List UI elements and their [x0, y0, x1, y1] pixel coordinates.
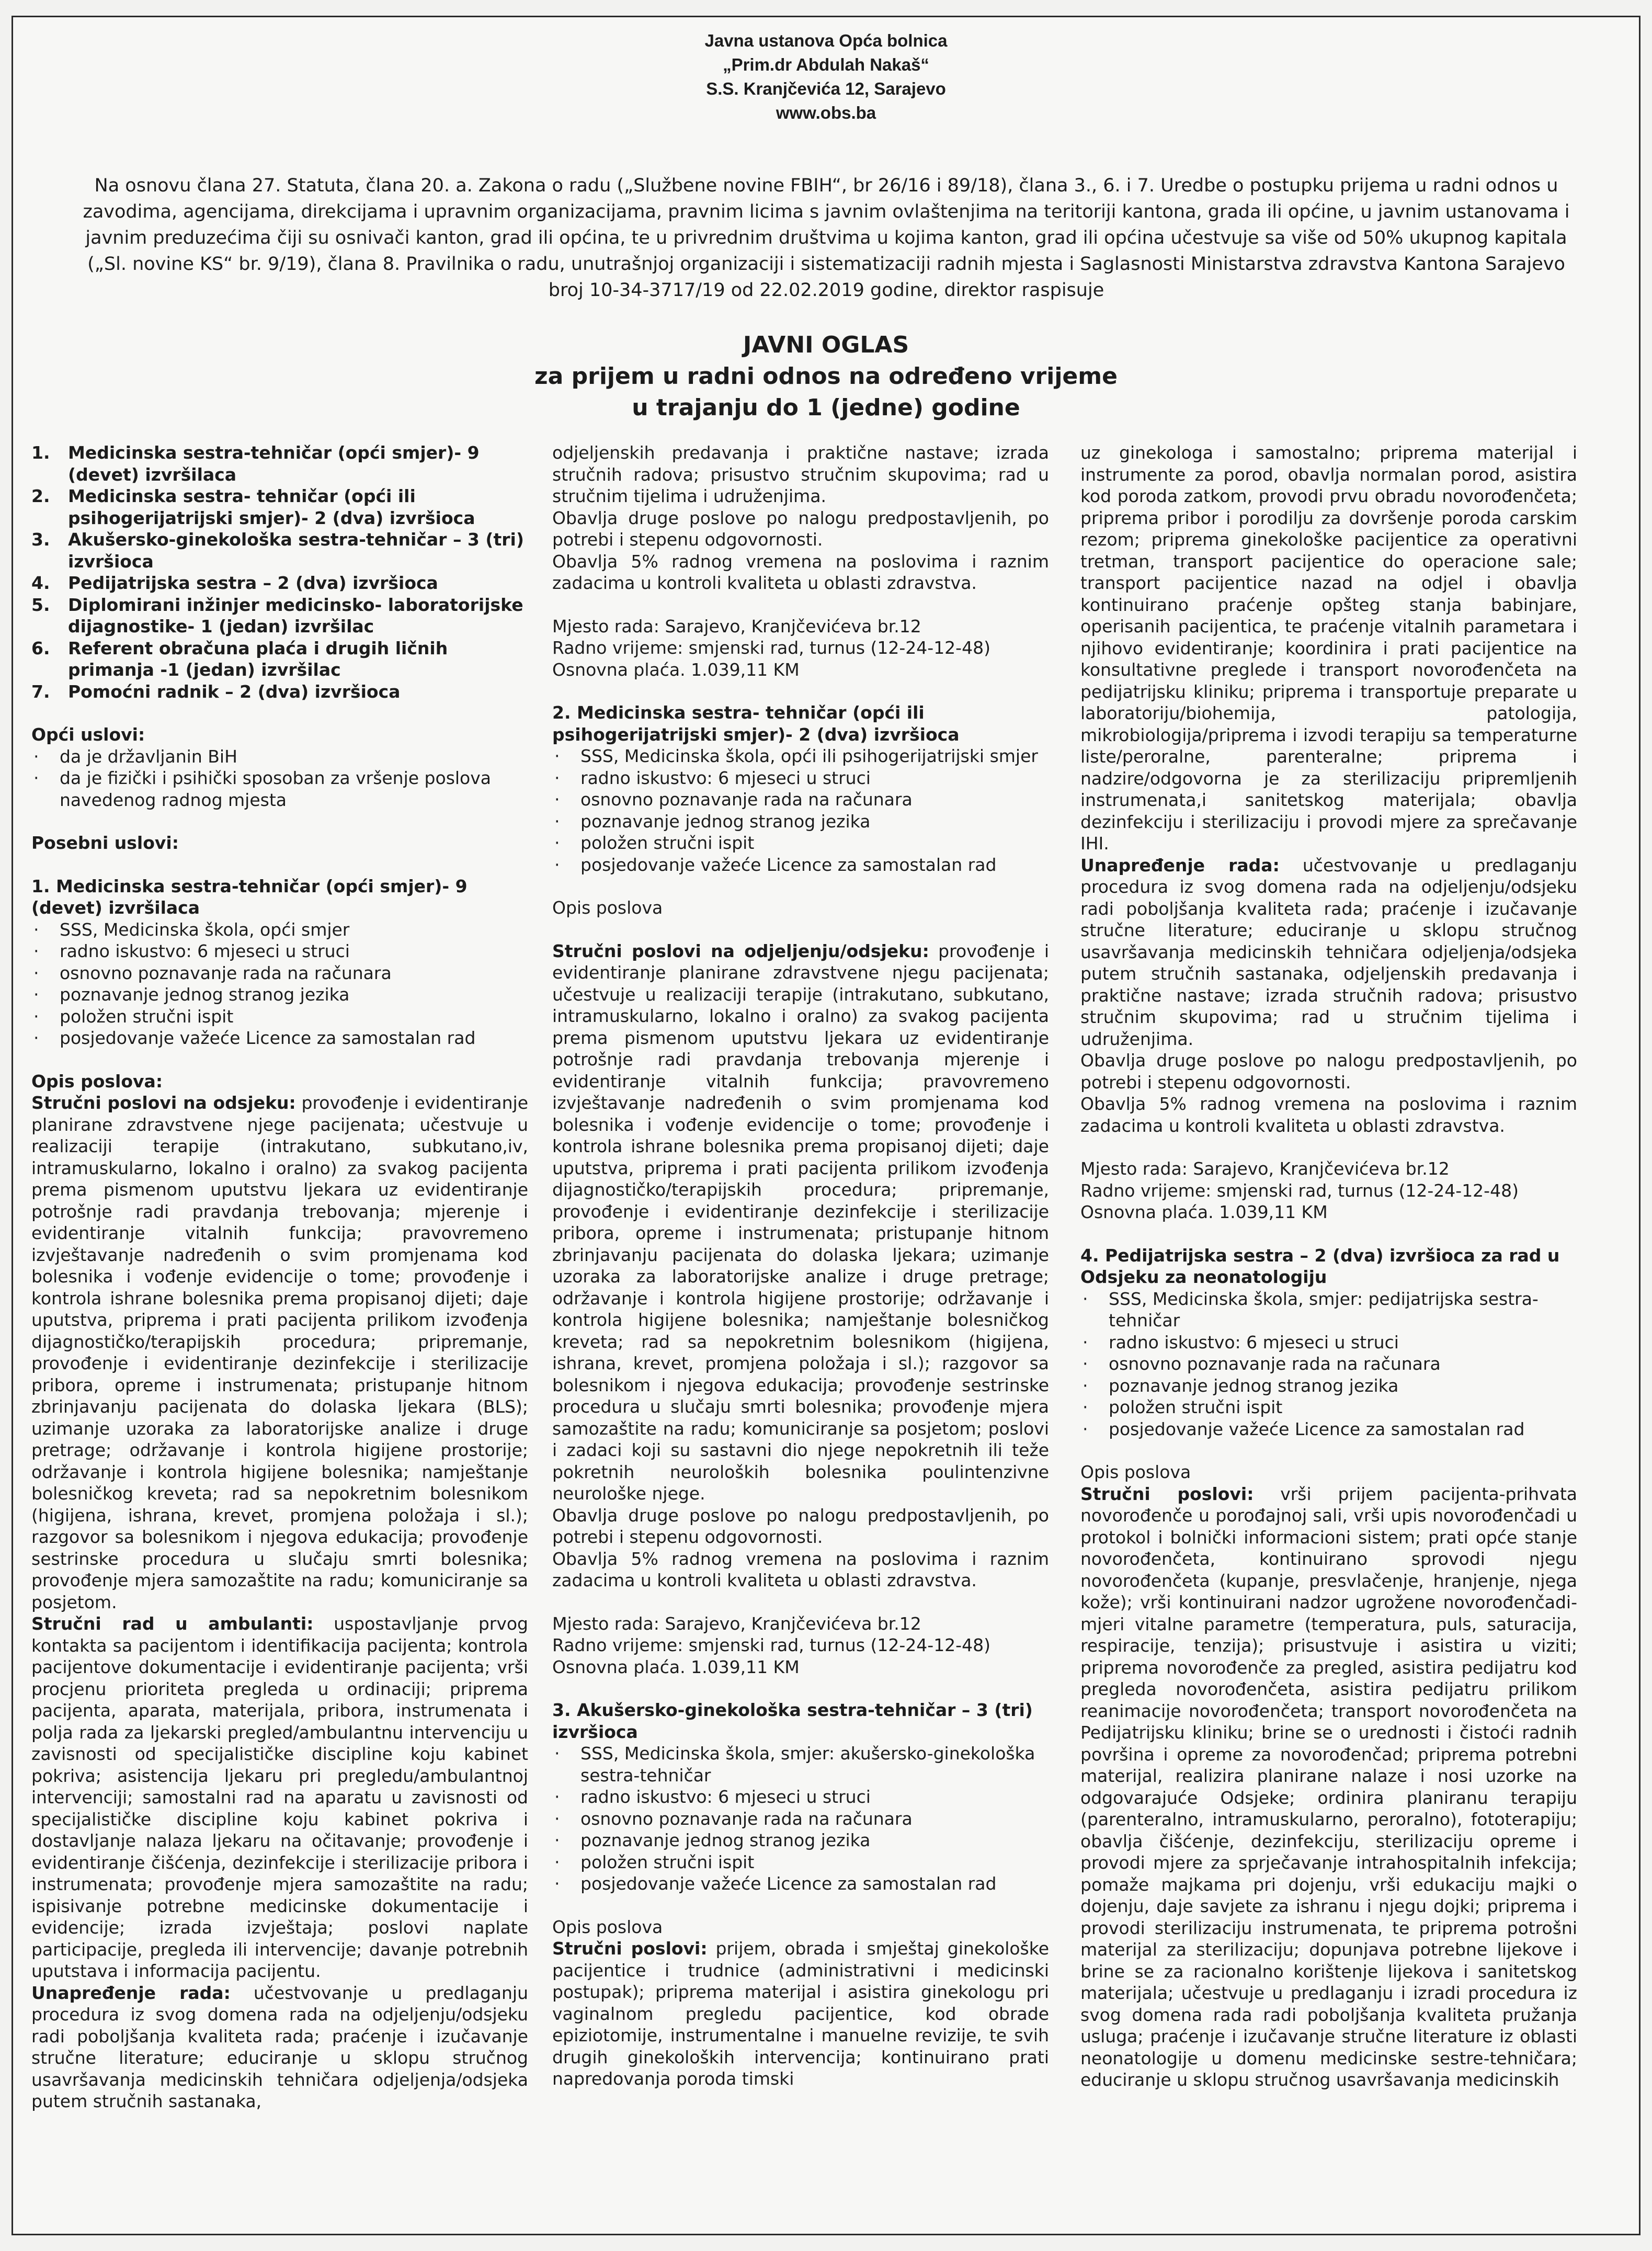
- requirement-item: · SSS, Medicinska škola, smjer: akušersko-ginekološka sestra-tehničar: [554, 1743, 1035, 1786]
- position-item: 6. Referent obračuna plaća i drugih ličnih primanja -1 (jedan) izvršilac: [31, 638, 448, 680]
- requirement-item: · položen stručni ispit: [1083, 1397, 1283, 1417]
- section-1-requirements: [31, 919, 528, 1049]
- other-duties: Obavlja druge poslove po nalogu predpostavljenih, po potrebi i stepenu odgovornosti.: [1080, 1050, 1577, 1093]
- salary: Osnovna plaća. 1.039,11 KM: [552, 659, 800, 680]
- work-time: Radno vrijeme: smjenski rad, turnus (12-24-12-48): [1080, 1180, 1519, 1201]
- requirement-item: · poznavanje jednog stranog jezika: [33, 984, 350, 1005]
- requirement-item: · posjedovanje važeće Licence za samostalan rad: [1083, 1418, 1525, 1439]
- requirement-item: · SSS, Medicinska škola, smjer: pedijatrijska sestra-tehničar: [1083, 1288, 1539, 1331]
- title-line-3: u trajanju do 1 (jedne) godine: [632, 394, 1020, 421]
- job-description-heading: Opis poslova: [552, 1916, 663, 1937]
- requirement-item: · radno iskustvo: 6 mjeseci u struci: [554, 1787, 871, 1807]
- title-line-2: za prijem u radni odnos na određeno vrijeme: [534, 363, 1118, 390]
- requirement-item: · položen stručni ispit: [554, 833, 755, 853]
- requirement-item: · osnovno poznavanje rada na računara: [33, 962, 392, 983]
- institution-website[interactable]: www.obs.ba: [776, 103, 876, 122]
- section-2-heading: 2. Medicinska sestra- tehničar (opći ili psihogerijatrijski smjer)- 2 (dva) izvršioca: [552, 702, 960, 745]
- requirement-item: · osnovno poznavanje rada na računara: [554, 1808, 913, 1829]
- institution-name: Javna ustanova Opća bolnica: [704, 31, 948, 50]
- requirement-item: · poznavanje jednog stranog jezika: [1083, 1375, 1399, 1396]
- duties-paragraph: Stručni poslovi: vrši prijem pacijenta-prihvata novorođenče u porođajnoj sali, vrši upis novorođenčadi u protokol i bolnički informacioni sistem; prati opće stanje novorođenčeta, kontinuirano sprovodi njegu novorođenčeta (kupanje, presvlačenje, hranjenje, njega kože); vrši kontinuirani nadzor ugrožene novorođenčadi- mjeri vitalne parametre (temperatura, puls, saturacija, respiracije, tenzija); prisustvuje i asistira u viziti; priprema novorođenče za pregled, asistira pedijatru kod pregleda novorođenčeta, asistira pedijatru prilikom reanimacije novorođenčeta; transport novorođenčeta na Pedijatrijsku kliniku; brine se o urednosti i čistoći radnih površina i opreme za novorođenčad; priprema potrebni materijal, realizira planirane nalaze i nosi uzorke na odgovarajuće Odsjeke; ordinira planiranu terapiju (parenteralno, intramuskularno, peroralno), fototerapiju; obavlja čišćenje, dezinfekciju, sterilizaciju opreme i provodi mjere za sprječavanje intrahospitalnih infekcija; pomaže majkama pri dojenju, vrši edukaciju majki o dojenju, daje savjete za ishranu i njegu dojki; priprema i provodi sterilizaciju instrumenata, te priprema potrošni materijal za sterilizaciju; dopunjava potrebne lijekove i brine se za racionalno korištenje lijekova i sanitetskog materijala; učestvuje u predlaganju i izradi procedura iz svog domena rada radi poboljšanja kvaliteta pružanja usluga; praćenje i izučavanje stručne literature iz oblasti neonatologije u domenu medicinske sestre-tehničara; educiranje u sklopu stručnog usavršavanja medicinskih: [1080, 1483, 1577, 2090]
- column-3: [1080, 442, 1577, 2091]
- position-item: 1. Medicinska sestra-tehničar (opći smjer)- 9 (devet) izvršilaca: [31, 442, 480, 485]
- salary: Osnovna plaća. 1.039,11 KM: [1080, 1202, 1328, 1222]
- requirement-item: · radno iskustvo: 6 mjeseci u struci: [33, 941, 350, 961]
- quality-control-duties: Obavlja 5% radnog vremena na poslovima i raznim zadacima u kontroli kvaliteta u oblasti zdravstva.: [552, 551, 1049, 593]
- requirement-item: · posjedovanje važeće Licence za samostalan rad: [33, 1028, 476, 1048]
- requirement-item: · položen stručni ispit: [33, 1006, 234, 1027]
- other-duties: Obavlja druge poslove po nalogu predpostavljenih, po potrebi i stepenu odgovornosti.: [552, 1505, 1049, 1547]
- column-1: [31, 442, 528, 2112]
- announcement-title: [0, 329, 1652, 424]
- institution-subname: „Prim.dr Abdulah Nakaš“: [723, 55, 929, 74]
- requirement-item: · posjedovanje važeće Licence za samostalan rad: [554, 854, 997, 875]
- duties-paragraph: Stručni poslovi na odsjeku: provođenje i evidentiranje planirane zdravstvene njege pacijenata; učestvuje u realizaciji terapije (intrakutano, subkutano,iv, intramuskularno, lokalno i oralno) za svakog pacijenta prema pismenom uputstvu ljekara uz evidentiranje potrošnje radi pravdanja trebovanja; mjerenje i evidentiranje vitalnih funkcija; pravovremeno izvještavanje nadređenih o svim promjenama kod bolesnika i vođenje evidencije o tome; provođenje i kontrola ishrane bolesnika prema propisanoj dijeti; daje uputstva, priprema i prati pacijenta prilikom izvođenja dijagnostičko/terapijskih procedura; pripremanje, provođenje i evidentiranje dezinfekcije i sterilizacije pribora, opreme i instrumenata; pristupanje hitnom zbrinjavanju pacijenata do dolaska ljekara (BLS); uzimanje uzoraka za laboratorijske analize i druge pretrage; održavanje i kontrola higijene prostorije; održavanje i kontrola higijene bolesnika; namještanje bolesničkog kreveta; rad sa nepokretnim bolesnikom (higijena, ishrana, krevet, promjena položaja i sl.); razgovor sa bolesnikom i njegova edukacija; provođenje sestrinske procedura u slučaju smrti bolesnika; provođenje mjera samozaštite na radu; komuniciranje sa posjetom.: [31, 1093, 528, 1612]
- work-place: Mjesto rada: Sarajevo, Kranjčevićeva br.12: [552, 1613, 921, 1634]
- work-place: Mjesto rada: Sarajevo, Kranjčevićeva br.12: [1080, 1158, 1450, 1179]
- quality-control-duties: Obavlja 5% radnog vremena na poslovima i raznim zadacima u kontroli kvaliteta u oblasti zdravstva.: [552, 1548, 1049, 1590]
- duties-paragraph: Stručni poslovi: prijem, obrada i smještaj ginekološke pacijentice i trudnice (administrativni i medicinski postupak); priprema materijal i asistira ginekologu pri vaginalnom pregledu pacijentice, kod obrade epiziotomije, instrumentalne i manuelne revizije, te svih drugih ginekoloških intervencija; kontinuirano prati napredovanja poroda timski: [552, 1938, 1049, 2089]
- column-2: [552, 442, 1049, 2090]
- position-item: 2. Medicinska sestra- tehničar (opći ili psihogerijatrijski smjer)- 2 (dva) izvršioca: [31, 486, 475, 528]
- position-item: 4. Pedijatrijska sestra – 2 (dva) izvršioca: [31, 573, 438, 593]
- duties-paragraph: odjeljenskih predavanja i praktične nastave; izrada stručnih radova; prisustvo stručnim skupovima; rad u stručnim tijelima i udruženjima.: [552, 442, 1049, 506]
- section-3-heading: 3. Akušersko-ginekološka sestra-tehničar – 3 (tri) izvršioca: [552, 1700, 1033, 1742]
- position-item: 7. Pomoćni radnik – 2 (dva) izvršioca: [31, 681, 401, 702]
- work-time: Radno vrijeme: smjenski rad, turnus (12-24-12-48): [552, 638, 990, 658]
- section-4-heading: 4. Pedijatrijska sestra – 2 (dva) izvršioca za rad u Odsjeku za neonatologiju: [1080, 1245, 1560, 1287]
- institution-address: S.S. Kranjčevića 12, Sarajevo: [706, 79, 946, 98]
- position-item: 5. Diplomirani inžinjer medicinsko- laboratorijske dijagnostike- 1 (jedan) izvršilac: [31, 594, 523, 636]
- duties-paragraph: uz ginekologa i samostalno; priprema materijal i instrumente za porod, obavlja normalan porod, asistira kod poroda zatkom, provodi prvu obradu novorođenčeta; priprema pribor i porodilju za dovršenje poroda carskim rezom; priprema ginekološke pacijentice za operativni tretman, transport pacijentice do operacione sale; transport pacijentice nazad na odjel i obavlja kontinuirano praćenje opšteg stanja babinjare, operisanih pacijentica, te praćenje vitalnih parametara i njihovo evidentiranje; koordinira i prati pacijentice na konsultativne preglede i transport novorođenčeta na pedijatrijsku kliniku; priprema i transportuje preparate u laboratoriju/biohemija, patologija, mikrobiologija/priprema i izvodi terapiju sa temperaturne liste/peroralne, parenteralne; priprema i nadzire/odgovorna je za sterilizaciju pripremljenih instrumenata,i sanitetskog materijala; obavlja dezinfekciju i sterilizaciju i provodi mjere za sprečavanje IHI.: [1080, 442, 1577, 854]
- requirement-item: · radno iskustvo: 6 mjeseci u struci: [1083, 1332, 1399, 1352]
- requirement-item: · položen stručni ispit: [554, 1851, 755, 1872]
- job-description-heading: Opis poslova: [1080, 1462, 1191, 1482]
- other-duties: Obavlja druge poslove po nalogu predpostavljenih, po potrebi i stepenu odgovornosti.: [552, 507, 1049, 550]
- general-conditions-heading: Opći uslovi:: [31, 724, 145, 745]
- positions-list: [31, 442, 528, 702]
- duties-paragraph: Unapređenje rada: učestvovanje u predlaganju procedura iz svog domena rada na odjeljenju/odsjeku radi poboljšanja kvaliteta rada; praćenje i izučavanje stručne literature; educiranje u sklopu stručnog usavršavanja medicinskih tehničara odjeljenja/odsjeka putem stručnih sastanaka, odjeljenskih predavanja i praktične nastave; izrada stručnih radova; prisustvo stručnim skupovima; rad u stručnim tijelima i udruženjima.: [1080, 855, 1577, 1049]
- work-place: Mjesto rada: Sarajevo, Kranjčevićeva br.12: [552, 616, 921, 636]
- requirement-item: · posjedovanje važeće Licence za samostalan rad: [554, 1873, 997, 1894]
- duties-paragraph: Unapređenje rada: učestvovanje u predlaganju procedura iz svog domena rada na odjeljenju/odsjeku radi poboljšanja kvaliteta rada; praćenje i izučavanje stručne literature; educiranje u sklopu stručnog usavršavanja medicinskih tehničara odjeljenja/odsjeka putem stručnih sastanaka,: [31, 1982, 528, 2111]
- requirement-item: · SSS, Medicinska škola, opći ili psihogerijatrijski smjer: [554, 746, 1038, 766]
- requirement-item: · osnovno poznavanje rada na računara: [554, 789, 913, 810]
- requirement-item: · poznavanje jednog stranog jezika: [554, 1830, 871, 1850]
- section-4-requirements: [1080, 1288, 1577, 1440]
- institution-header: [0, 29, 1652, 125]
- quality-control-duties: Obavlja 5% radnog vremena na poslovima i raznim zadacima u kontroli kvaliteta u oblasti zdravstva.: [1080, 1094, 1577, 1136]
- section-2-requirements: [552, 745, 1049, 876]
- duties-paragraph: Stručni poslovi na odjeljenju/odsjeku: provođenje i evidentiranje planirane zdravstvene njegu pacijenata; učestvuje u realizaciji terapije (intrakutano, subkutano, intramuskularno, lokalno i oralno) za svakog pacijenta prema pismenom uputstvu ljekara uz evidentiranje potrošnje radi pravdanja trebovanja mjerenje i evidentiranje vitalnih funkcija; pravovremeno izvještavanje nadređenih o svim promjenama kod bolesnika i vođenje evidencije o tome; provođenje i kontrola ishrane bolesnika prema propisanoj dijeti; daje uputstva, priprema i prati pacijenta prilikom izvođenja dijagnostičko/terapijskih procedura; pripremanje, provođenje i evidentiranje dezinfekcije i sterilizacije pribora, opreme i instrumenata; pristupanje hitnom zbrinjavanju pacijenata do dolaska ljekara; uzimanje uzoraka za laboratorijske analize i druge pretrage; održavanje i kontrola higijene prostorije; održavanje i kontrola higijene bolesnika; namještanje bolesničkog kreveta; rad sa nepokretnim bolesnikom (higijena, ishrana, krevet, promjena položaja i sl.); razgovor sa bolesnikom i njegova edukacija; provođenje sestrinske procedura u slučaju smrti bolesnika; provođenje mjera samozaštite na radu; komuniciranje sa posjetom; poslovi i zadaci koji su sastavni dio njege nepokretnih ili teže pokretnih neuroloških bolesnika poulintenzivne neurološke njege.: [552, 940, 1049, 1504]
- job-description-heading: Opis poslova:: [31, 1071, 163, 1092]
- duties-paragraph: Stručni rad u ambulanti: uspostavljanje prvog kontakta sa pacijentom i identifikacija pacijenta; kontrola pacijentove dokumentacije i evidentiranje pacijenta; vrši procjenu prioriteta pregleda u ordinaciji; priprema pacijenta, aparata, materijala, pribora, instrumenata i polja rada za ljekarski pregled/ambulantnu intervenciju u zavisnosti od specijalističke discipline koju kabinet pokriva; asistencija ljekaru pri pregledu/ambulantnoj intervenciji; samostalni rad na aparatu u zavisnosti od specijalističke discipline koju kabinet pokriva i dostavljanje nalaza ljekaru na očitavanje; provođenje i evidentiranje čišćenja, dezinfekcije i sterilizacije pribora i instrumenata; provođenje mjera samozaštite na radu; ispisivanje potrebne medicinske dokumentacije i evidencije; izrada izvještaja; poslovi naplate participacije, pregleda ili intervencije; davanje potrebnih uputstava i informacija pacijentu.: [31, 1613, 529, 1981]
- work-time: Radno vrijeme: smjenski rad, turnus (12-24-12-48): [552, 1635, 990, 1655]
- position-item: 3. Akušersko-ginekološka sestra-tehničar – 3 (tri) izvršioca: [31, 529, 524, 572]
- requirement-item: · osnovno poznavanje rada na računara: [1083, 1354, 1441, 1374]
- requirement-item: · poznavanje jednog stranog jezika: [554, 811, 871, 832]
- special-conditions-heading: Posebni uslovi:: [31, 833, 179, 853]
- job-description-heading: Opis poslova: [552, 897, 663, 918]
- section-3-requirements: [552, 1743, 1049, 1895]
- intro-paragraph: Na osnovu člana 27. Statuta, člana 20. a. Zakona o radu („Službene novine FBIH“, br 26/16 i 89/18), člana 3., 6. i 7. Uredbe o postupku prijema u radni odnos u zavodima, agencijama, direkcijama i upravnim organizacijama, pravnim licima s javnim ovlaštenjima na teritoriji kantona, grada ili općine, u javnim ustanovama i javnim preduzećima čiji su osnivači kanton, grad ili općina, te u privrednim društvima u kojima kanton, grad ili općina učestvuje sa više od 50% ukupnog kapitala („Sl. novine KS“ br. 9/19), člana 8. Pravilnika o radu, unutrašnjoj organizaciji i sistematizaciji radnih mjesta i Saglasnosti Ministarstva zdravstva Kantona Sarajevo broj 10-34-3717/19 od 22.02.2019 godine, direktor raspisuje: [83, 175, 1570, 301]
- salary: Osnovna plaća. 1.039,11 KM: [552, 1656, 800, 1677]
- title-line-1: JAVNI OGLAS: [743, 332, 909, 358]
- requirement-item: · radno iskustvo: 6 mjeseci u struci: [554, 767, 871, 788]
- section-1-heading: 1. Medicinska sestra-tehničar (opći smjer)- 9 (devet) izvršilaca: [31, 876, 468, 918]
- list-item: · da je fizički i psihički sposoban za vršenje poslova navedenog radnog mjesta: [33, 768, 491, 810]
- requirement-item: · SSS, Medicinska škola, opći smjer: [33, 919, 350, 940]
- list-item: · da je državljanin BiH: [33, 746, 237, 767]
